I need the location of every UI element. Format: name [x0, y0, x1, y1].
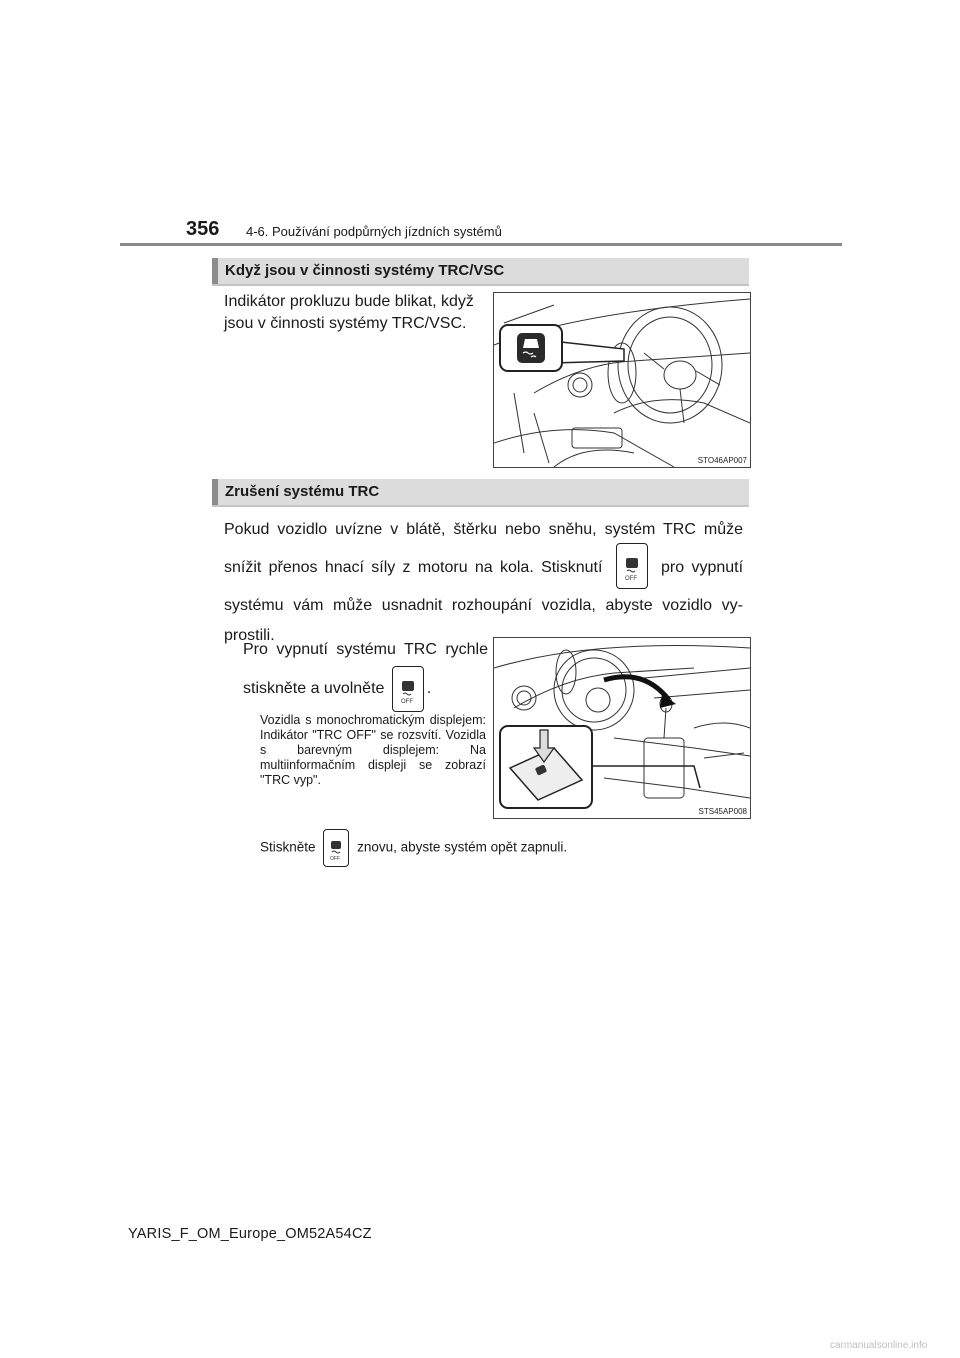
re-enable-instruction	[260, 829, 567, 867]
heading-bar	[212, 258, 218, 284]
bullet-text: Pro vypnutí systému TRC rychle stiskněte a uvolněte	[243, 641, 488, 698]
heading-bar	[212, 479, 218, 505]
section-title: Zrušení systému TRC	[225, 483, 380, 500]
svg-text:OFF: OFF	[400, 699, 413, 705]
section2-paragraph	[224, 515, 743, 651]
section-title: Když jsou v činnosti systémy TRC/VSC	[225, 262, 505, 279]
instruction-start: Stiskněte	[260, 839, 316, 855]
console-drawing	[494, 638, 750, 818]
dashboard-drawing	[494, 293, 750, 467]
bullet-trc-quick-press	[243, 634, 488, 712]
paragraph-start: Pokud vozidlo uvízne v blátě, štěrku nebo sněhu, systém TRC může snížit přenos hnací síly z motoru na kola. Stisknutí	[224, 521, 743, 577]
header-divider	[120, 243, 842, 246]
figure-code: STO46AP007	[697, 456, 747, 465]
vsc-off-switch-icon	[323, 829, 349, 867]
section-heading-trc-off	[212, 479, 749, 505]
vsc-off-switch-icon	[392, 666, 424, 712]
bullet-end: .	[426, 680, 432, 698]
console-illustration	[493, 637, 751, 819]
heading-underline	[212, 505, 749, 507]
vsc-off-switch-icon	[616, 543, 648, 589]
svg-text:OFF: OFF	[624, 576, 637, 582]
watermark: carmanualsonline.info	[830, 1340, 928, 1351]
figure-code: STS45AP008	[698, 807, 747, 816]
page-number: 356	[186, 218, 220, 240]
section-heading-trc-vsc	[212, 258, 749, 284]
dashboard-illustration	[493, 292, 751, 468]
section1-text: Indikátor prokluzu bude blikat, když jsou v činnosti systémy TRC/VSC.	[224, 293, 474, 332]
paragraph-end: pro vypnutí systému vám může usnadnit rozhoupání vozidla, abyste vozidlo vy-prostili.	[224, 559, 744, 644]
heading-underline	[212, 284, 749, 286]
document-code: YARIS_F_OM_Europe_OM52A54CZ	[128, 1226, 372, 1242]
chapter-title: 4-6. Používání podpůrných jízdních systémů	[246, 224, 502, 239]
instruction-end: znovu, abyste systém opět zapnuli.	[357, 839, 568, 855]
display-note: Vozidla s monochromatickým displejem: Indikátor "TRC OFF" se rozsvítí. Vozidla s barevným displejem: Na multiinformačním displeji se zobrazí "TRC vyp".	[260, 713, 486, 787]
svg-text:OFF: OFF	[330, 856, 341, 862]
